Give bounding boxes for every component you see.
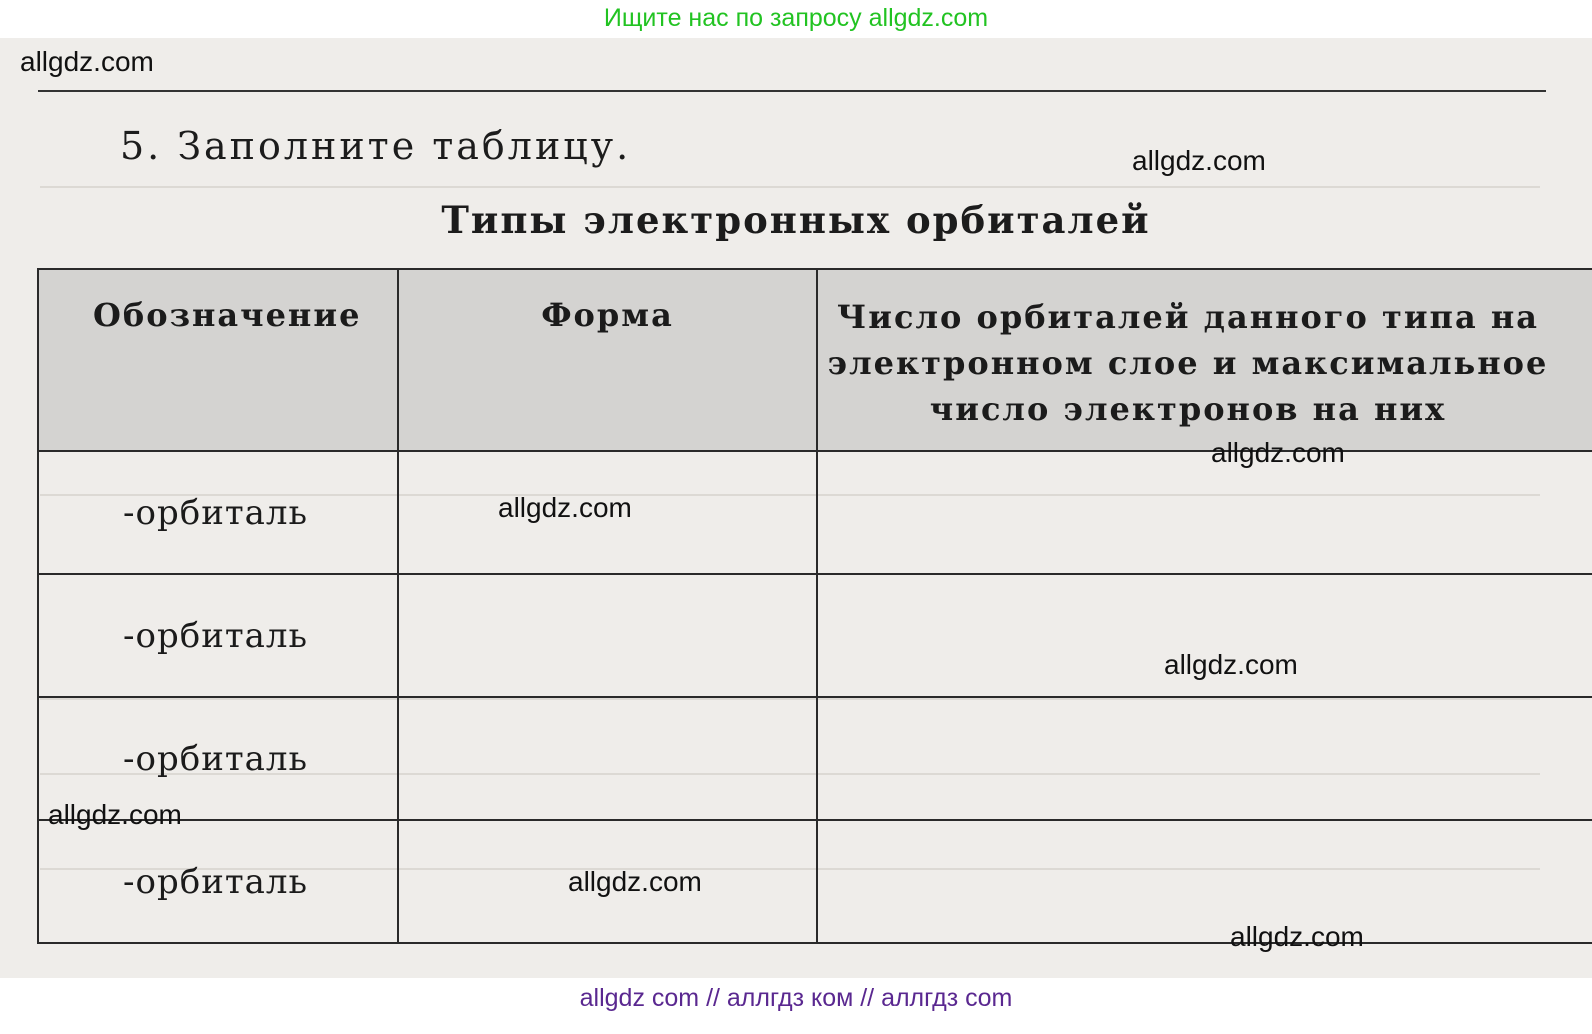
table-row xyxy=(38,451,1592,574)
shape-cell[interactable] xyxy=(398,574,817,697)
task-heading: 5. Заполните таблицу. xyxy=(120,124,632,168)
top-rule xyxy=(38,90,1546,92)
watermark: allgdz.com xyxy=(1132,145,1266,176)
designation-cell: -орбиталь xyxy=(38,820,398,943)
shape-cell[interactable] xyxy=(398,697,817,820)
top-banner: Ищите нас по запросу allgdz.com xyxy=(603,4,989,32)
header-shape: Форма xyxy=(398,269,817,451)
bottom-banner: allgdz com // аллгдз ком // аллгдз com xyxy=(0,978,1592,1034)
count-cell[interactable] xyxy=(817,820,1592,943)
count-cell[interactable] xyxy=(817,697,1592,820)
watermark: allgdz.com xyxy=(1230,921,1364,952)
watermark: allgdz.com xyxy=(20,46,154,77)
designation-cell: -орбиталь xyxy=(38,451,398,574)
watermark: allgdz.com xyxy=(498,492,632,523)
header-designation: Обозначение xyxy=(38,269,398,451)
table-title: Типы электронных орбиталей xyxy=(441,198,1151,242)
watermark: allgdz.com xyxy=(48,799,182,830)
orbital-table xyxy=(37,268,1592,944)
bleed-line xyxy=(40,186,1540,188)
table-row xyxy=(38,574,1592,697)
designation-cell: -орбиталь xyxy=(38,574,398,697)
table-row xyxy=(38,697,1592,820)
textbook-page xyxy=(0,38,1592,978)
designation-cell: -орбиталь xyxy=(38,697,398,820)
count-cell[interactable] xyxy=(817,451,1592,574)
watermark: allgdz.com xyxy=(1164,649,1298,680)
watermark: allgdz.com xyxy=(568,866,702,897)
header-count: Число орбиталей данного типа на электронном слое и максимальное число электронов на них xyxy=(817,269,1592,451)
table-header-row xyxy=(38,269,1592,451)
watermark: allgdz.com xyxy=(1211,437,1345,468)
